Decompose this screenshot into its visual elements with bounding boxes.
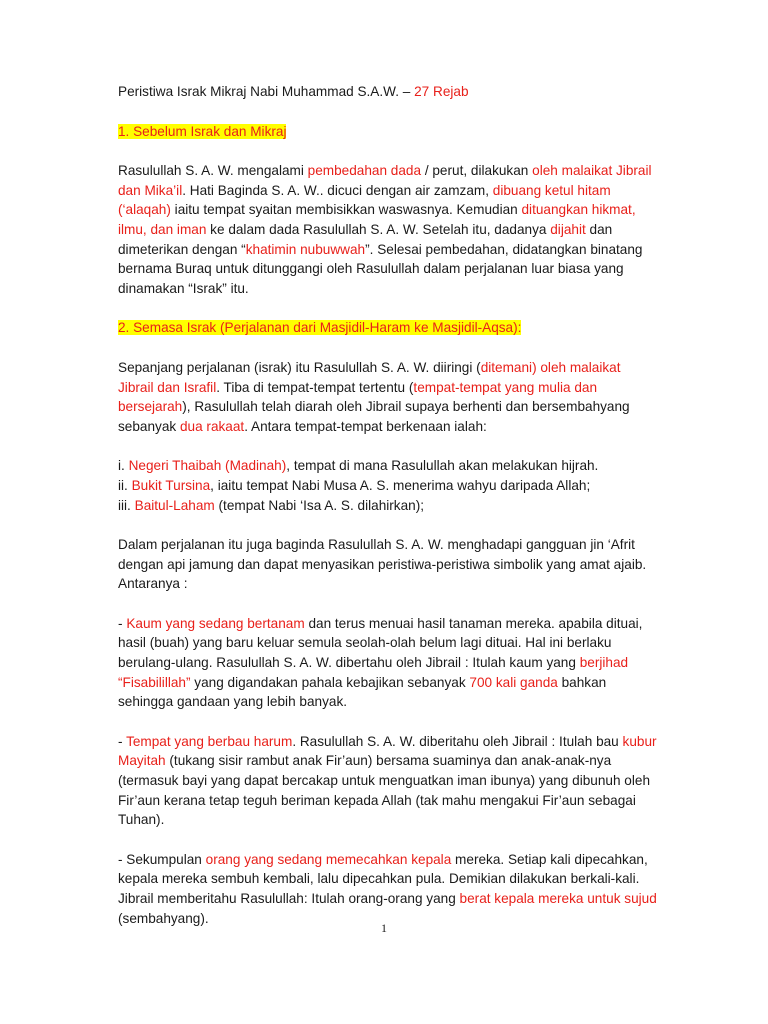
list-item-number: i. <box>118 458 129 474</box>
p2-highlight: dua rakaat <box>179 418 245 434</box>
list-item-number: iii. <box>118 497 135 513</box>
paragraph-5 <box>118 732 658 830</box>
section-2-heading <box>118 318 658 338</box>
p5-highlight: Tempat yang berbau harum <box>126 733 293 749</box>
p1-text: / perut, dilakukan <box>421 163 533 179</box>
list-item <box>118 476 658 496</box>
p2-text: Sepanjang perjalanan (israk) itu Rasulullah S. A. W. diiringi ( <box>118 359 481 375</box>
p4-text: yang digandakan pahala kebajikan sebanyak <box>190 674 470 690</box>
p2-highlight: ditemani) oleh malaikat Jibrail dan Israfil <box>118 359 621 395</box>
p2-text: . Antara tempat-tempat berkenaan ialah: <box>244 418 487 434</box>
document-body <box>118 82 658 928</box>
list-item-place: Bukit Tursina <box>131 477 211 493</box>
p6-text: mereka. Setiap kali dipecahkan, kepala mereka sembuh kembali, lalu dipecahkan pula. Demikian dilakukan berkali-kali. Jibrail memberitahu Rasulullah: Itulah orang-orang yang <box>118 851 648 906</box>
list-item-desc: (tempat Nabi ‘Isa A. S. dilahirkan); <box>214 497 425 513</box>
p4-highlight: Kaum yang sedang bertanam <box>126 615 305 631</box>
p6-text: (sembahyang). <box>118 910 209 926</box>
list-item-place: Baitul-Laham <box>134 497 215 513</box>
p2-highlight: tempat-tempat yang mulia dan bersejarah <box>118 379 598 415</box>
p1-text: dan dimeterikan dengan “ <box>118 221 613 257</box>
p1-highlight: dituangkan hikmat, ilmu, dan iman <box>118 202 636 237</box>
section-1-heading-text: 1. Sebelum Israk dan Mikraj <box>118 123 287 139</box>
p1-text: ”. Selesai pembedahan, didatangkan binatang bernama Buraq untuk ditunggangi oleh Rasulullah dalam perjalanan luar biasa yang dinamakan “Israk” itu. <box>118 241 643 296</box>
p4-highlight: berjihad “Fisabilillah” <box>118 655 629 690</box>
page-number: 1 <box>381 921 387 935</box>
paragraph-6 <box>118 850 658 928</box>
p4-text: bahkan sehingga gandaan yang lebih banyak. <box>118 674 607 710</box>
list-item <box>118 456 658 476</box>
paragraph-1 <box>118 161 658 298</box>
p2-text: . Tiba di tempat-tempat tertentu ( <box>216 379 414 395</box>
p6-text: - Sekumpulan <box>118 851 206 867</box>
p1-text: iaitu tempat syaitan membisikkan waswasnya. Kemudian <box>170 202 522 218</box>
paragraph-4 <box>118 614 658 712</box>
p4-text: - <box>118 615 127 631</box>
p1-text: ke dalam dada Rasulullah S. A. W. Setelah itu, dadanya <box>206 221 551 237</box>
p5-text: (tukang sisir rambut anak Fir’aun) bersama suaminya dan anak-anak-nya (termasuk bayi yang dapat bercakap untuk menguatkan iman ibunya) yang dibunuh oleh Fir’aun kerana tetap teguh beriman kepada Allah (tak mahu mengakui Fir’aun sebagai Tuhan). <box>118 753 651 828</box>
p4-text: dan terus menuai hasil tanaman mereka. apabila dituai, hasil (buah) yang baru keluar semula seolah-olah belum lagi dituai. Hal ini berlaku berulang-ulang. Rasulullah S. A. W. dibertahu oleh Jibrail : Itulah kaum yang <box>118 615 643 671</box>
p6-highlight: berat kepala mereka untuk sujud <box>459 891 657 906</box>
p1-highlight: pembedahan dada <box>307 163 422 179</box>
document-title <box>118 82 658 102</box>
section-2-heading-text: 2. Semasa Israk (Perjalanan dari Masjidil-Haram ke Masjidil-Aqsa): <box>118 320 522 336</box>
title-text: Peristiwa Israk Mikraj Nabi Muhammad S.A.W. – <box>118 84 415 99</box>
list-item <box>118 496 658 516</box>
p1-text: Rasulullah S. A. W. mengalami <box>118 163 308 179</box>
p1-text: . Hati Baginda S. A. W.. dicuci dengan air zamzam, <box>182 182 493 198</box>
p1-highlight: dibuang ketul hitam (‘alaqah) <box>118 182 611 218</box>
list-item-number: ii. <box>118 477 132 493</box>
title-date: 27 Rejab <box>414 84 469 99</box>
p5-text: - <box>118 733 127 749</box>
list-item-place: Negeri Thaibah (Madinah) <box>128 458 287 474</box>
p5-highlight: kubur Mayitah <box>118 733 657 769</box>
places-list <box>118 456 658 515</box>
list-item-desc: , tempat di mana Rasulullah akan melakukan hijrah. <box>286 458 599 474</box>
p1-highlight: dijahit <box>550 221 586 237</box>
p5-text: . Rasulullah S. A. W. diberitahu oleh Jibrail : Itulah bau <box>292 733 623 749</box>
paragraph-3: Dalam perjalanan itu juga baginda Rasulullah S. A. W. menghadapi gangguan jin ‘Afrit dengan api jamung dan dapat menyasikan peristiwa-peristiwa simbolik yang amat ajaib. Antaranya : <box>118 537 647 592</box>
p1-highlight: oleh malaikat Jibrail dan Mika’il <box>118 163 652 198</box>
paragraph-2 <box>118 358 658 436</box>
p6-highlight: orang yang sedang memecahkan kepala <box>205 851 452 867</box>
section-1-heading <box>118 122 658 142</box>
p4-highlight: 700 kali ganda <box>469 674 558 690</box>
p1-highlight: khatimin nubuwwah <box>245 241 366 257</box>
list-item-desc: , iaitu tempat Nabi Musa A. S. menerima wahyu daripada Allah; <box>210 477 591 493</box>
p2-text: ), Rasulullah telah diarah oleh Jibrail supaya berhenti dan bersembahyang sebanyak <box>118 399 630 434</box>
